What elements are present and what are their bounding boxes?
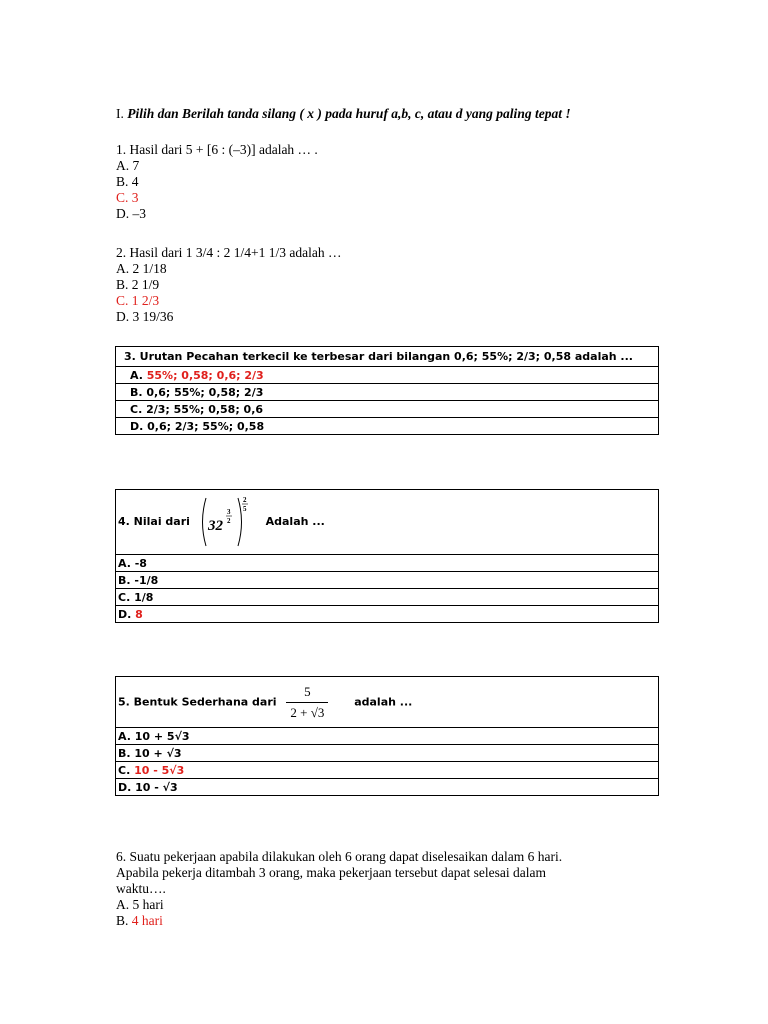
question-5-fraction-num: 5 — [304, 683, 311, 699]
question-2 — [116, 245, 341, 325]
question-3-table — [115, 346, 659, 435]
question-5-answer-text: 10 - 5√3 — [134, 763, 185, 777]
question-6-option-b-answer[interactable] — [116, 913, 562, 929]
question-5-option-d[interactable]: D. 10 - √3 — [116, 779, 659, 796]
question-4-suffix: Adalah ... — [265, 515, 325, 528]
question-4-option-a[interactable]: A. -8 — [116, 555, 659, 572]
question-5-option-c-letter: C. — [118, 763, 135, 777]
question-3-option-a-letter: A. — [130, 368, 147, 382]
question-2-text: 2. Hasil dari 1 3/4 : 2 1/4+1 1/3 adalah … — [116, 245, 342, 260]
question-6-answer-text: 4 hari — [131, 913, 163, 928]
question-5-fraction-den: 2 + √3 — [286, 702, 328, 721]
question-4-inner-den: 2 — [226, 517, 231, 525]
question-1-option-d[interactable]: D. –3 — [116, 206, 146, 221]
question-4-answer-text: 8 — [135, 607, 143, 621]
section-instruction: Pilih dan Berilah tanda silang ( x ) pada huruf a,b, c, atau d yang paling tepat ! — [127, 106, 571, 121]
question-3-text: 3. Urutan Pecahan terkecil ke terbesar dari bilangan 0,6; 55%; 2/3; 0,58 adalah ... — [116, 347, 659, 367]
question-1-option-c-answer[interactable]: C. 3 — [116, 190, 139, 205]
question-1-text: 1. Hasil dari 5 + [6 : (–3)] adalah … . — [116, 142, 318, 157]
question-4-label: 4. Nilai dari — [118, 515, 190, 528]
question-4-expression — [198, 492, 258, 552]
question-6-option-a[interactable]: A. 5 hari — [116, 897, 164, 912]
question-6-text-line-3: waktu…. — [116, 881, 166, 896]
question-5-option-c-answer[interactable] — [116, 762, 659, 779]
question-5-suffix: adalah ... — [354, 695, 413, 708]
question-2-option-b[interactable]: B. 2 1/9 — [116, 277, 160, 292]
question-1 — [116, 142, 318, 222]
question-4-base: 32 — [207, 518, 223, 534]
question-4-table — [115, 489, 659, 623]
question-3-answer-text: 55%; 0,58; 0,6; 2/3 — [146, 368, 264, 382]
question-5-option-b[interactable]: B. 10 + √3 — [116, 745, 659, 762]
question-6-text-line-1: 6. Suatu pekerjaan apabila dilakukan oleh 6 orang dapat diselesaikan dalam 6 hari. — [116, 849, 563, 864]
question-5-fraction — [286, 684, 328, 721]
question-2-option-c-answer[interactable]: C. 1 2/3 — [116, 293, 160, 308]
question-4-inner-num: 3 — [226, 508, 231, 516]
question-4-text — [116, 490, 659, 555]
question-2-option-a[interactable]: A. 2 1/18 — [116, 261, 167, 276]
question-3-option-a-answer[interactable] — [116, 367, 659, 384]
question-4-option-d-letter: D. — [118, 607, 136, 621]
question-4-outer-den: 5 — [242, 505, 247, 513]
question-6-text-line-2: Apabila pekerja ditambah 3 orang, maka pekerjaan tersebut dapat selesai dalam — [116, 865, 546, 880]
section-heading — [116, 106, 571, 122]
question-4-option-d-answer[interactable] — [116, 606, 659, 623]
question-4-outer-num: 2 — [242, 496, 247, 504]
question-5-option-a[interactable]: A. 10 + 5√3 — [116, 728, 659, 745]
question-5-text — [116, 677, 659, 728]
question-4-option-c[interactable]: C. 1/8 — [116, 589, 659, 606]
question-4-option-b[interactable]: B. -1/8 — [116, 572, 659, 589]
question-1-option-a[interactable]: A. 7 — [116, 158, 140, 173]
section-number: I. — [116, 106, 128, 121]
question-5-table — [115, 676, 659, 796]
question-1-option-b[interactable]: B. 4 — [116, 174, 139, 189]
question-2-option-d[interactable]: D. 3 19/36 — [116, 309, 174, 324]
question-3-option-d[interactable]: D. 0,6; 2/3; 55%; 0,58 — [116, 418, 659, 435]
question-6 — [116, 849, 562, 929]
question-5-label: 5. Bentuk Sederhana dari — [118, 695, 277, 708]
question-3-option-c[interactable]: C. 2/3; 55%; 0,58; 0,6 — [116, 401, 659, 418]
question-6-option-b-letter: B. — [116, 913, 132, 928]
question-3-option-b[interactable]: B. 0,6; 55%; 0,58; 2/3 — [116, 384, 659, 401]
